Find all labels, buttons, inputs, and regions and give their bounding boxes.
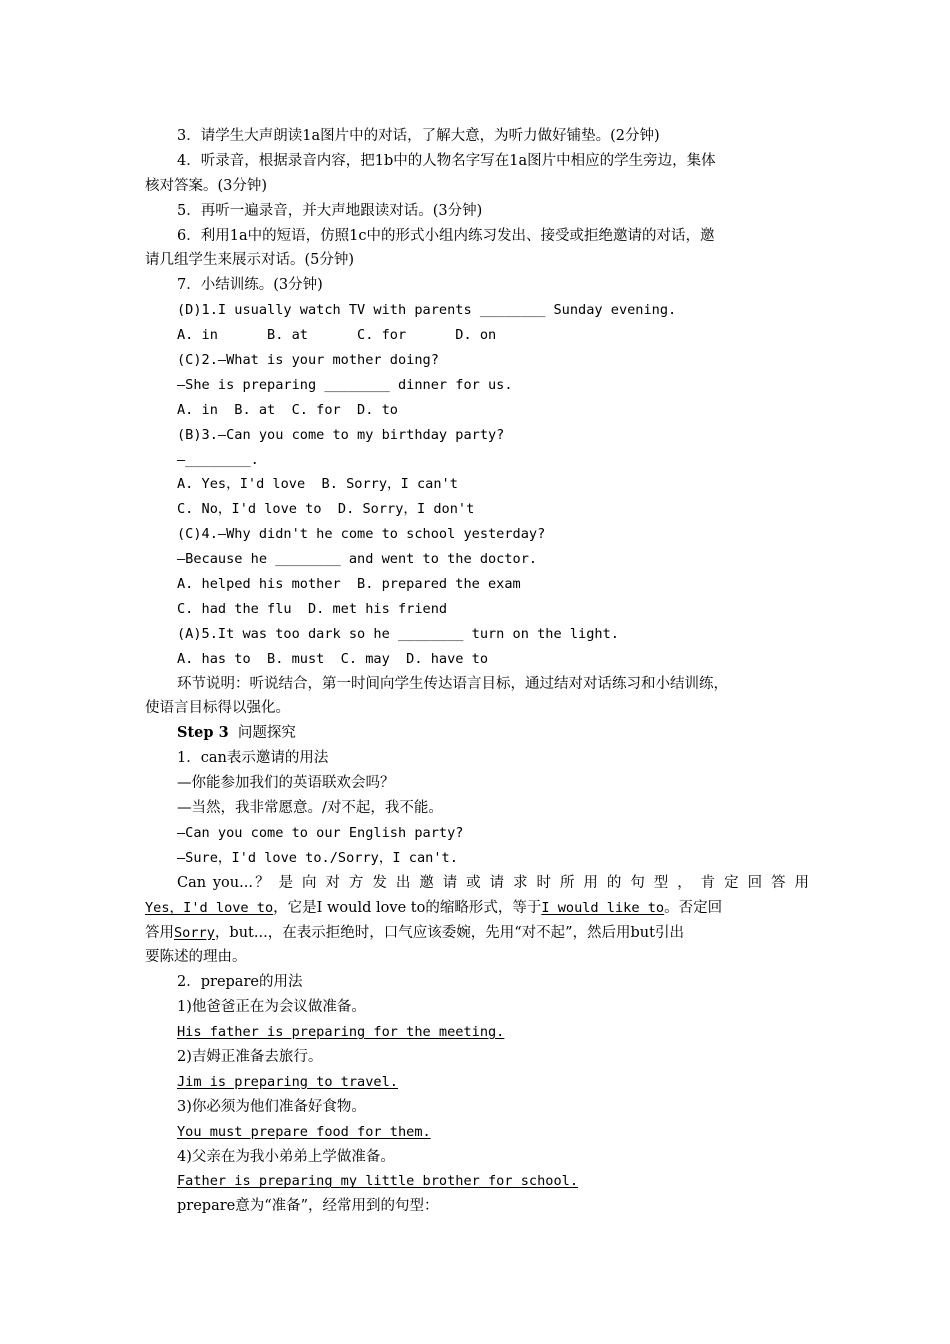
section-note-line2: 使语言目标得以强化。: [145, 700, 290, 717]
translation-answer: Father is preparing my little brother for school.: [177, 1173, 579, 1190]
translation-prompt: 2)吉姆正准备去旅行。: [177, 1048, 323, 1065]
step-3-title: 问题探究: [237, 725, 296, 742]
quiz-line: (C)2.—What is your mother doing?: [177, 352, 439, 369]
translation-answer: You must prepare food for them.: [177, 1123, 431, 1140]
explanation-line2: Yes，I'd love to，它是I would love to的缩略形式，等于I would like to。否定回: [145, 899, 723, 916]
quiz-line: A. Yes，I'd love B. Sorry，I can't: [177, 476, 458, 493]
step-7-instruction: 7．小结训练。(3分钟): [177, 277, 323, 294]
quiz-line: —________.: [177, 451, 259, 468]
quiz-line: C. No，I'd love to D. Sorry，I don't: [177, 501, 475, 518]
quiz-line: (D)1.I usually watch TV with parents ________ Sunday evening.: [177, 302, 677, 319]
step-6-instruction-line2: 请几组学生来展示对话。(5分钟): [145, 252, 355, 269]
quiz-line: (C)4.—Why didn't he come to school yesterday?: [177, 526, 546, 543]
example-en-question: —Can you come to our English party?: [177, 824, 464, 841]
translation-answer: Jim is preparing to travel.: [177, 1073, 398, 1090]
quiz-line: —She is preparing ________ dinner for us.: [177, 376, 513, 393]
quiz-line: A. in B. at C. for D. to: [177, 401, 398, 418]
answer-blank-would-like: I would like to: [541, 899, 665, 916]
step-6-instruction-line1: 6．利用1a中的短语，仿照1c中的形式小组内练习发出、接受或拒绝邀请的对话，邀: [177, 227, 715, 244]
step-3-instruction: 3．请学生大声朗读1a图片中的对话，了解大意，为听力做好铺垫。(2分钟): [177, 128, 660, 144]
answer-blank-yes: Yes，I'd love to: [145, 899, 274, 916]
translation-prompt: 3)你必须为他们准备好食物。: [177, 1098, 366, 1115]
quiz-line: (A)5.It was too dark so he ________ turn on the light.: [177, 625, 619, 642]
section-1-heading: 1．can表示邀请的用法: [177, 750, 329, 767]
quiz-line: A. in B. at C. for D. on: [177, 327, 497, 344]
step-4-instruction-line1: 4．听录音，根据录音内容，把1b中的人物名字写在1a图片中相应的学生旁边，集体: [177, 152, 716, 169]
answer-blank-sorry: Sorry: [174, 924, 215, 941]
prepare-summary: prepare意为“准备”，经常用到的句型：: [177, 1198, 439, 1215]
example-en-answer: —Sure，I'd love to./Sorry，I can't.: [177, 849, 458, 866]
step-4-instruction-line2: 核对答案。(3分钟): [145, 177, 268, 194]
explanation-line3: 答用Sorry，but...，在表示拒绝时，口气应该委婉，先用“对不起”，然后用but引出: [145, 924, 684, 941]
quiz-line: —Because he ________ and went to the doctor.: [177, 551, 538, 568]
step-3-heading: [145, 721, 809, 746]
example-cn-question: —你能参加我们的英语联欢会吗？: [177, 775, 395, 792]
quiz-line: A. helped his mother B. prepared the exam: [177, 576, 521, 593]
example-cn-answer: —当然，我非常愿意。/对不起，我不能。: [177, 800, 443, 817]
translation-answer: His father is preparing for the meeting.: [177, 1024, 505, 1041]
document-page: [145, 124, 809, 1219]
quiz-line: A. has to B. must C. may D. have to: [177, 650, 488, 667]
section-2-heading: 2．prepare的用法: [177, 974, 303, 991]
translation-prompt: 4)父亲在为我小弟弟上学做准备。: [177, 1148, 395, 1165]
quiz-line: (B)3.—Can you come to my birthday party?: [177, 426, 505, 443]
explanation-line4: 要陈述的理由。: [145, 949, 247, 966]
explanation-line1: Can you...？ 是 向 对 方 发 出 邀 请 或 请 求 时 所 用 的 句 型 ， 肯 定 回 答 用: [177, 874, 809, 891]
quiz-line: C. had the flu D. met his friend: [177, 600, 448, 617]
section-note-line1: 环节说明：听说结合，第一时间向学生传达语言目标，通过结对对话练习和小结训练，: [177, 675, 728, 692]
step-3-label: Step 3: [177, 724, 229, 742]
translation-prompt: 1)他爸爸正在为会议做准备。: [177, 999, 366, 1016]
step-5-instruction: 5．再听一遍录音，并大声地跟读对话。(3分钟): [177, 202, 483, 219]
